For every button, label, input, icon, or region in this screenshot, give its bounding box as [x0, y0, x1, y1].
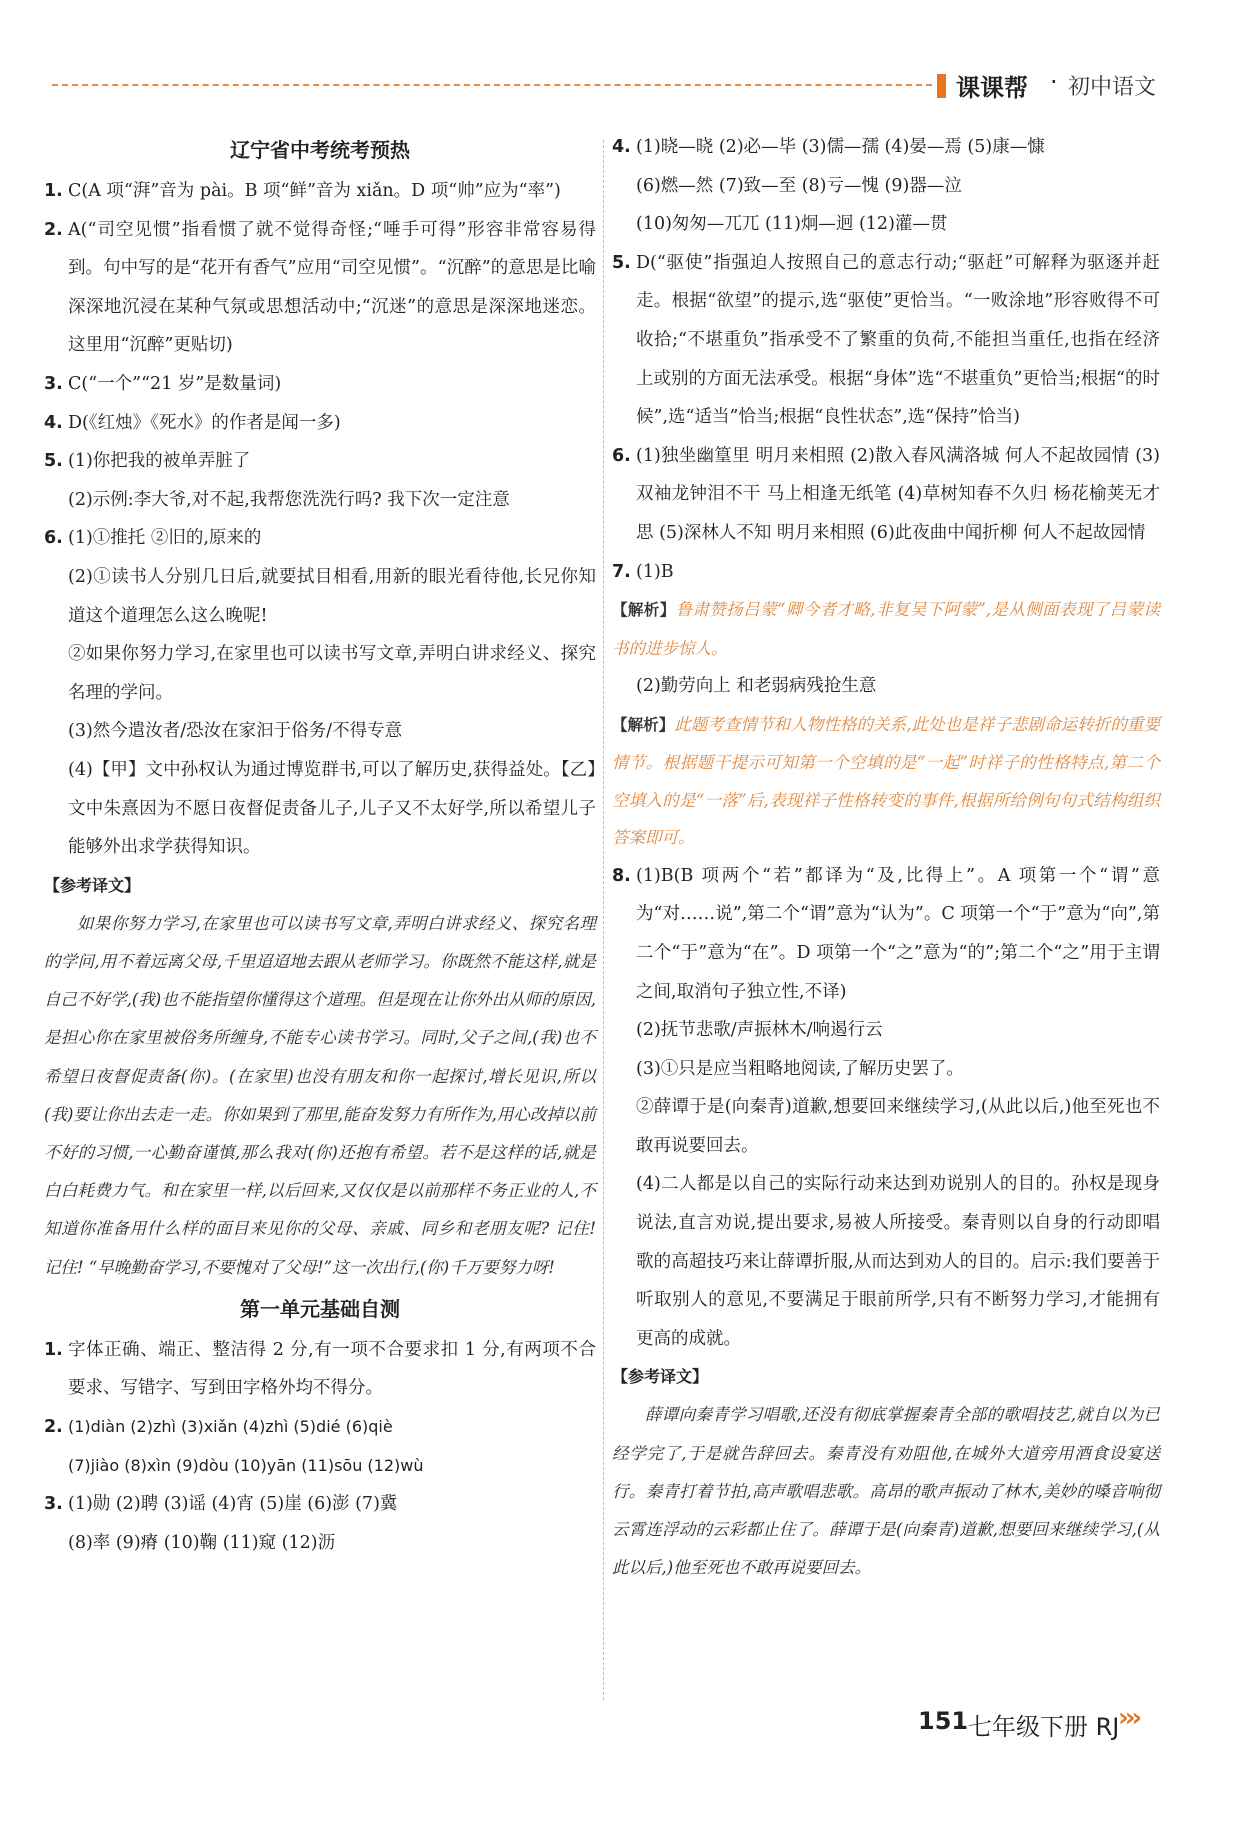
- header-accent-bar: [937, 74, 946, 98]
- analysis-text: 此题考查情节和人物性格的关系,此处也是祥子悲剧命运转折的重要情节。根据题干提示可知第一个空填的是“一起”时祥子的性格特点,第二个空填入的是“一落”后,表现祥子性格转变的事件,根据所给例句句式结构组织答案即可。: [612, 714, 1160, 848]
- item-number: 2.: [44, 1416, 63, 1437]
- character-row: (1)勋 (2)聘 (3)谣 (4)宵 (5)崖 (6)澎 (7)冀: [68, 1494, 398, 1515]
- item-number: 1.: [44, 1339, 63, 1360]
- analysis-tag: 【解析】: [612, 601, 676, 620]
- answer-text: D(《红烛》《死水》的作者是闻一多): [68, 412, 341, 433]
- answer-text: D(“驱使”指强迫人按照自己的意志行动;“驱赶”可解释为驱逐并赶走。根据“欲望”的提示,选“驱使”更恰当。“一败涂地”形容败得不可收拾;“不堪重负”指承受不了繁重的负荷,不能担当重任,也指在经济上或别的方面无法承受。根据“身体”选“不堪重负”更恰当;根据“的时候”,选“适当”恰当;根据“良性状态”,选“保持”恰当): [636, 252, 1160, 428]
- analysis-block-1: [612, 591, 1160, 667]
- analysis-block-2: [612, 706, 1160, 857]
- answer-text: 字体正确、端正、整洁得 2 分,有一项不合要求扣 1 分,有两项不合要求、写错字、写到田字格外均不得分。: [68, 1339, 596, 1399]
- answer-subitem: (2)示例:李大爷,对不起,我帮您洗洗行吗? 我下次一定注意: [68, 489, 510, 510]
- reference-translation-text: 如果你努力学习,在家里也可以读书写文章,弄明白讲求经义、探究名理的学问,用不着远离父母,千里迢迢地去跟从老师学习。你既然不能这样,就是自己不好学,(我)也不能指望你懂得这个道理。但是现在让你外出从师的原因,是担心你在家里被俗务所缠身,不能专心读书学习。同时,父子之间,(我)也不希望日夜督促责备(你)。(在家里)也没有朋友和你一起探讨,增长见识,所以(我)要让你出去走一走。你如果到了那里,能奋发努力有所作为,用心改掉以前不好的习惯,一心勤奋谨慎,那么我对(你)还抱有希望。若不是这样的话,就是白白耗费力气。和在家里一样,以后回来,又仅仅是以前那样不务正业的人,不知道你准备用什么样的面目来见你的父母、亲戚、同乡和老朋友呢? 记住! 记住! “早晚勤奋学习,不要愧对了父母!”这一次出行,(你)千万要努力呀!: [44, 913, 596, 1277]
- item-number: 5.: [612, 252, 631, 273]
- answer-item-r6: [612, 437, 1160, 553]
- reference-translation-tag: 【参考译文】: [612, 1367, 709, 1387]
- item-number: 3.: [44, 1494, 63, 1515]
- header-brand: 课课帮: [956, 74, 1028, 102]
- item-number: 8.: [612, 865, 631, 886]
- answer-subitem: (1)①推托 ②旧的,原来的: [68, 528, 262, 549]
- unit-item-3: [44, 1485, 596, 1562]
- item-number: 4.: [612, 137, 631, 157]
- item-number: 1.: [44, 181, 63, 201]
- answer-subitem: (1)晓—晓 (2)必—毕 (3)儒—孺 (4)晏—焉 (5)康—慷: [636, 137, 1045, 157]
- column-divider: [603, 140, 604, 1700]
- answer-item-r8: [612, 857, 1160, 1359]
- answer-item-r7: [612, 553, 1160, 592]
- answer-subitem: (4)【甲】文中孙权认为通过博览群书,可以了解历史,获得益处。【乙】文中朱熹因为不愿日夜督促责备儿子,儿子又不太好学,所以希望儿子能够外出求学获得知识。: [68, 759, 596, 858]
- answer-subitem: (3)然今遣汝者/恐汝在家汩于俗务/不得专意: [68, 721, 403, 742]
- item-number: 7.: [612, 561, 631, 582]
- analysis-tag: 【解析】: [612, 715, 675, 734]
- answer-item-r7-2: [612, 667, 1160, 706]
- header-subject: 初中语文: [1068, 75, 1157, 100]
- item-number: 6.: [612, 445, 631, 466]
- item-number: 6.: [44, 528, 63, 549]
- answer-item-2: [44, 211, 596, 365]
- item-number: 2.: [44, 219, 63, 240]
- answer-subitem: (2)勤劳向上 和老弱病残抢生意: [636, 676, 877, 697]
- grade-label: 七年级下册 RJ: [968, 1713, 1120, 1741]
- answer-subitem: (6)燃—然 (7)致—至 (8)亏—愧 (9)器—泣: [636, 175, 962, 196]
- answer-item-3: [44, 365, 596, 404]
- answer-text: (1)独坐幽篁里 明月来相照 (2)散入春风满洛城 何人不起故园情 (3)双袖龙钟泪不干 马上相逢无纸笔 (4)草树知春不久归 杨花榆荚无才思 (5)深林人不知 明月来相照 (6)此夜曲中闻折柳 何人不起故园情: [636, 445, 1160, 543]
- answer-subitem: (10)匆匆—兀兀 (11)炯—迥 (12)灌—贯: [636, 214, 948, 235]
- analysis-text: 鲁肃赞扬吕蒙“卿今者才略,非复吴下阿蒙”,是从侧面表现了吕蒙读书的进步惊人。: [612, 600, 1160, 658]
- character-row: (8)率 (9)瘠 (10)鞠 (11)窥 (12)沥: [68, 1532, 336, 1553]
- answer-subitem: (1)B(B 项两个“若”都译为“及,比得上”。A 项第一个“谓”意为“对……说”,第二个“谓”意为“认为”。C 项第一个“于”意为“向”,第二个“于”意为“在”。D 项第一个“之”意为“的”;第二个“之”用于主谓之间,取消句子独立性,不译): [636, 865, 1160, 1002]
- answer-subitem: ②薛谭于是(向秦青)道歉,想要回来继续学习,(从此以后,)他至死也不敢再说要回去。: [636, 1097, 1160, 1156]
- answer-subitem: (2)①读书人分别几日后,就要拭目相看,用新的眼光看待他,长兄你知道这个道理怎么这么晚呢!: [68, 566, 596, 626]
- answer-subitem: (1)B: [636, 561, 674, 582]
- answer-text: A(“司空见惯”指看惯了就不觉得奇怪;“唾手可得”形容非常容易得到。句中写的是“花开有香气”应用“司空见惯”。“沉醉”的意思是比喻深深地沉浸在某种气氛或思想活动中;“沉迷”的意思是深深地迷恋。这里用“沉醉”更贴切): [68, 219, 596, 356]
- item-number: 4.: [44, 412, 63, 433]
- answer-item-r5: [612, 244, 1160, 437]
- answer-subitem: (1)你把我的被单弄脏了: [68, 451, 251, 472]
- answer-item-r4: [612, 128, 1160, 244]
- answer-text: C(“一个”“21 岁”是数量词): [68, 373, 282, 394]
- left-column: [44, 128, 596, 1562]
- answer-item-1: [44, 172, 596, 211]
- section-title-liaoning: 辽宁省中考统考预热: [230, 138, 410, 162]
- answer-item-4: [44, 404, 596, 443]
- chevron-right-icon: ›››: [1118, 1703, 1139, 1733]
- page-number: 151: [918, 1707, 969, 1735]
- header-separator-dot: ·: [1050, 68, 1058, 96]
- reference-translation-text: 薛谭向秦青学习唱歌,还没有彻底掌握秦青全部的歌唱技艺,就自以为已经学完了,于是就告辞回去。秦青没有劝阻他,在城外大道旁用酒食设宴送行。秦青打着节拍,高声歌唱悲歌。高昂的歌声振动了林木,美妙的嗓音响彻云霄连浮动的云彩都止住了。薛谭于是(向秦青)道歉,想要回来继续学习,(从此以后,)他至死也不敢再说要回去。: [612, 1405, 1160, 1578]
- unit-item-1: [44, 1331, 596, 1408]
- header-dashed-rule: [52, 84, 932, 86]
- answer-subitem: (3)①只是应当粗略地阅读,了解历史罢了。: [636, 1058, 964, 1079]
- answer-subitem: (2)抚节悲歌/声振林木/响遏行云: [636, 1020, 883, 1041]
- answer-item-5: [44, 442, 596, 519]
- unit-item-2: [44, 1408, 596, 1485]
- pinyin-row: (1)diàn (2)zhì (3)xiǎn (4)zhì (5)dié (6)qiè: [68, 1416, 393, 1436]
- answer-subitem: ②如果你努力学习,在家里也可以读书写文章,弄明白讲求经义、探究名理的学问。: [68, 644, 596, 703]
- reference-translation-tag: 【参考译文】: [44, 875, 141, 895]
- item-number: 3.: [44, 373, 63, 394]
- answer-subitem: (4)二人都是以自己的实际行动来达到劝说别人的目的。孙权是现身说法,直言劝说,提出要求,易被人所接受。秦青则以自身的行动即唱歌的高超技巧来让薛谭折服,从而达到劝人的目的。启示:我们要善于听取别人的意见,不要满足于眼前所学,只有不断努力学习,才能拥有更高的成就。: [636, 1174, 1160, 1349]
- pinyin-row: (7)jiào (8)xìn (9)dòu (10)yān (11)sōu (12)wù: [68, 1455, 424, 1475]
- right-column: [612, 128, 1160, 1587]
- answer-text: C(A 项“湃”音为 pài。B 项“鲜”音为 xiǎn。D 项“帅”应为“率”): [68, 181, 561, 201]
- item-number: 5.: [44, 451, 63, 472]
- section-title-unit1: 第一单元基础自测: [240, 1296, 400, 1321]
- answer-item-6: [44, 519, 596, 866]
